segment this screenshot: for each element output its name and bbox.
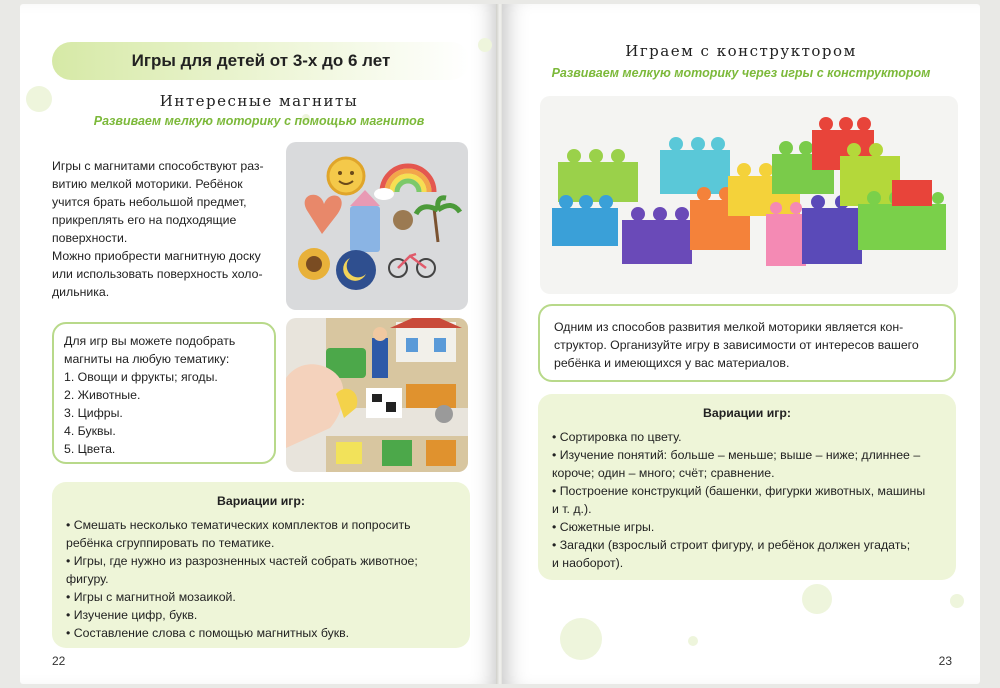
variation-line: ребёнка сгруппировать по тематике. [66,536,275,550]
intro-line: Одним из способов развития мелкой моторики является кон- [554,320,904,334]
variation-line: • Построение конструкций (башенки, фигурки животных, машины [552,484,926,498]
magnets-photo [286,142,468,310]
right-page [502,4,980,684]
variation-line: короче; один – много; счёт; сравнение. [552,466,775,480]
intro-line: поверхности. [52,231,128,245]
page-header: Игры для детей от 3-х до 6 лет [52,42,470,80]
variations-box [52,482,470,648]
variation-line: • Смешать несколько тематических комплектов и попросить [66,518,411,532]
blocks-illustration [540,96,958,294]
intro-line: витию мелкой моторики. Ребёнок [52,177,243,191]
list-line: магниты на любую тематику: [64,352,230,366]
variation-line: • Изучение цифр, букв. [66,608,198,622]
page-number: 22 [52,654,66,668]
list-item: 1. Овощи и фрукты; ягоды. [64,370,218,384]
list-item: 3. Цифры. [64,406,123,420]
variation-line: • Составление слова с помощью магнитных букв. [66,626,350,640]
magnets-illustration [286,142,468,310]
decor-dot [688,636,698,646]
puzzle-photo [286,318,468,472]
variation-line: • Игры, где нужно из разрозненных частей собрать животное; [66,554,418,568]
section-subtitle: Развиваем мелкую моторику через игры с конструктором [551,66,931,80]
puzzle-illustration [286,318,468,472]
variation-line: • Изучение понятий: больше – меньше; выше – ниже; длиннее – [552,448,921,462]
decor-dot [560,618,602,660]
intro-line: Игры с магнитами способствуют раз- [52,159,264,173]
themes-list-box [52,322,276,464]
intro-line: учится брать небольшой предмет, [52,195,247,209]
list-line: Для игр вы можете подобрать [64,334,236,348]
variation-line: • Сортировка по цвету. [552,430,682,444]
decor-dot [950,594,964,608]
list-item: 2. Животные. [64,388,141,402]
variations-box [538,394,956,580]
variations-title: Вариации игр: [702,406,791,420]
intro-line: структор. Организуйте игру в зависимости от интересов вашего [554,338,919,352]
intro-box [538,304,956,382]
section-title: Играем с конструктором [625,42,857,60]
page-number: 23 [938,654,952,668]
intro-line: прикреплять его на подходящие [52,213,237,227]
variation-line: • Загадки (взрослый строит фигуру, и ребёнок должен угадать; [552,538,911,552]
variation-line: и т. д.). [552,502,592,516]
list-item: 4. Буквы. [64,424,116,438]
intro-line: дильника. [52,285,110,299]
intro-line: Можно приобрести магнитную доску [52,249,261,263]
blocks-photo [540,96,958,294]
list-item: 5. Цвета. [64,442,116,456]
left-page [20,4,498,684]
decor-dot [802,584,832,614]
section-subtitle: Развиваем мелкую моторику с помощью магнитов [93,114,425,128]
variation-line: фигуру. [66,572,109,586]
intro-text [52,157,282,301]
intro-line: или использовать поверхность холо- [52,267,263,281]
variation-line: • Игры с магнитной мозаикой. [66,590,236,604]
variation-line: и наоборот). [552,556,624,570]
section-title: Интересные магниты [159,92,359,110]
decor-dot [478,38,492,52]
intro-line: ребёнка и имеющихся у вас материалов. [554,356,790,370]
variations-title: Вариации игр: [216,494,305,508]
variation-line: • Сюжетные игры. [552,520,655,534]
